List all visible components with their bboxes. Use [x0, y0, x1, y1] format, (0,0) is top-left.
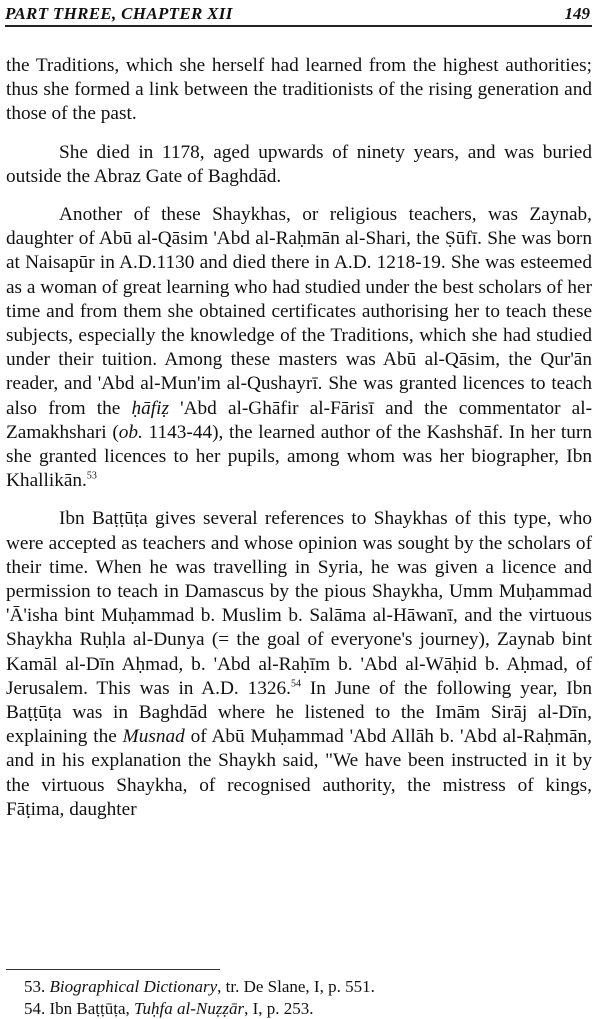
paragraph-3 — [6, 203, 592, 493]
paragraph-2 — [6, 141, 592, 189]
footnote-54 — [24, 998, 592, 1019]
footnotes — [24, 976, 592, 1019]
page-header — [5, 2, 590, 24]
paragraph-3-text: Another of these Shaykhas, or religious teachers, was Zaynab, daughter of Abū al-Qāsim 'Abd al-Raḥmān al-Shari, the Ṣūfī. She was born at Naisapūr in A.D.1130 and died there in A.D. 1218-19. She was esteemed as a woman of great learning who had studied under the best scholars of her time and from them she obtained certificates authorising her to teach these subjects, especially the knowledge of the Traditions, which she had studied under their tuition. Among these masters was Abū al-Qāsim, the Qur'ān reader, and 'Abd al-Mun'im al-Qushayrī. She was granted licences to teach also from the — [6, 204, 592, 419]
paragraph-2-text: She died in 1178, aged upwards of ninety years, and was buried outside the Abraz Gate of Baghdād. — [6, 141, 592, 187]
footnote-citation: , I, p. 253. — [244, 998, 314, 1018]
page-number: 149 — [564, 4, 590, 23]
paragraph-4-text-3: of Abū Muḥammad 'Abd Allāh b. 'Abd al-Raḥmān, and in his explanation the Shaykh said, "We have been instructed in it by the virtuous Shaykha, of recognised authority, the mistress of kings, Fāṭima, daughter — [6, 726, 592, 820]
footnote-53 — [24, 976, 592, 998]
paragraph-1 — [6, 54, 592, 127]
footnote-title: Biographical Dictionary — [49, 977, 218, 996]
footnote-rule — [6, 969, 220, 970]
footnote-number: 53. — [24, 977, 46, 996]
paragraph-1-text: the Traditions, which she herself had learned from the highest authorities; thus she formed a link between the traditionists of the rising generation and those of the past. — [6, 55, 592, 125]
paragraph-3-text-2: 'Abd al-Ghāfir al-Fārisī and the commentator al-Zamakhshari ( — [6, 397, 592, 443]
header-rule — [5, 25, 592, 27]
footnote-citation: , tr. De Slane, I, p. 551. — [217, 977, 375, 996]
footnote-author: Ibn Baṭṭūṭa, — [49, 998, 135, 1018]
musnad-title: Musnad — [122, 726, 185, 748]
hafiz-term: ḥāfiẓ — [131, 397, 169, 419]
paragraph-3-text-3: 1143-44), the learned author of the Kashshāf. In her turn she granted licences to her pupils, among whom was her biographer, Ibn Khallikān. — [6, 421, 592, 492]
paragraph-4 — [6, 507, 592, 822]
footnote-ref-53: 53 — [86, 470, 97, 482]
ob-abbreviation: ob. — [118, 421, 143, 443]
footnote-title: Tuḥfa al-Nuẓẓār — [134, 998, 245, 1018]
paragraph-4-text-2: In June of the following year, Ibn Baṭṭūṭa was in Baghdād where he listened to the Imām Sirāj al-Dīn, explaining the — [6, 677, 592, 748]
running-head: PART THREE, CHAPTER XII — [5, 4, 233, 23]
body-text — [6, 54, 592, 836]
paragraph-4-text: Ibn Baṭṭūṭa gives several references to Shaykhas of this type, who were accepted as teachers and whose opinion was sought by the scholars of their time. When he was travelling in Syria, he was given a licence and permission to teach in Damascus by the pious Shaykha, Umm Muḥammad 'Ā'isha bint Muḥammad b. Muslim b. Salāma al-Hāwanī, and the virtuous Shaykha Ruḥla al-Dunya (= the goal of everyone's journey), Zaynab bint Kamāl al-Dīn Aḥmad, b. 'Abd al-Raḥīm b. 'Abd al-Wāḥid b. Aḥmad, of Jerusalem. This was in A.D. 1326. — [6, 508, 592, 699]
footnote-number: 54. — [24, 998, 46, 1018]
footnote-ref-54: 54 — [290, 678, 301, 690]
